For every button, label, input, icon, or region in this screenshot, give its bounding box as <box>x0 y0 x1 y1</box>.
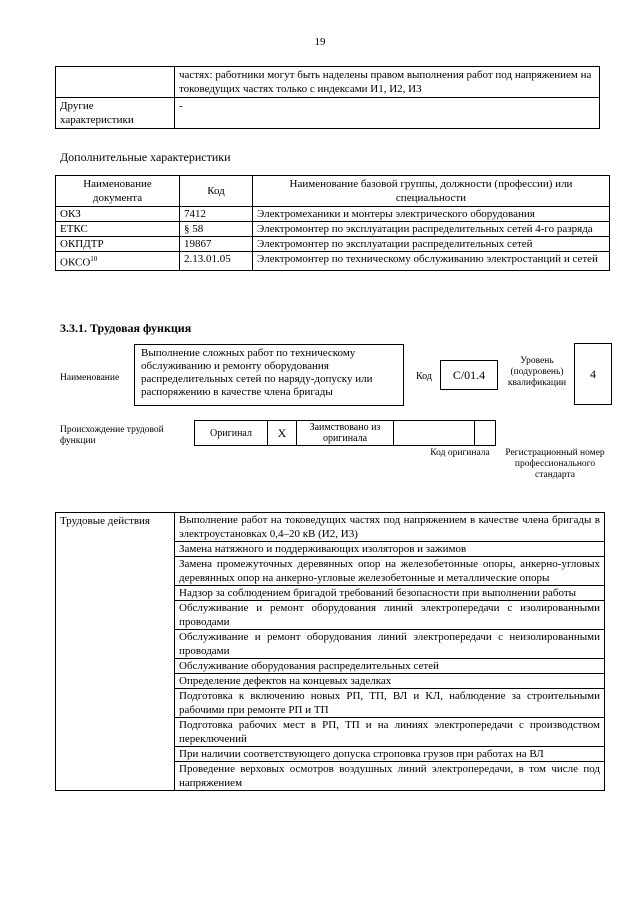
name-cell: Электромонтер по эксплуатации распределительных сетей <box>253 237 610 252</box>
header-group-name: Наименование базовой группы, должности (профессии) или специальности <box>253 176 610 207</box>
labor-action-item: Обслуживание оборудования распределительных сетей <box>175 659 605 674</box>
labor-actions-label: Трудовые действия <box>56 513 175 791</box>
labor-action-item: При наличии соответствующего допуска строповка грузов при работах на ВЛ <box>175 747 605 762</box>
empty-cell <box>56 67 175 98</box>
labor-action-item: Надзор за соблюдением бригадой требований безопасности при выполнении работы <box>175 586 605 601</box>
labor-action-item: Подготовка рабочих мест в РП, ТП и на линиях электропередачи с производством переключений <box>175 718 605 747</box>
table-header-row <box>56 176 610 207</box>
code-cell: § 58 <box>180 222 253 237</box>
name-cell: Электромонтер по техническому обслуживанию электростанций и сетей <box>253 252 610 271</box>
page-number: 19 <box>314 36 326 48</box>
table-row <box>56 67 600 98</box>
original-mark: X <box>268 421 297 446</box>
table-row <box>56 98 600 129</box>
labor-action-item: Обслуживание и ремонт оборудования линий электропередачи с неизолированными проводами <box>175 630 605 659</box>
function-heading: 3.3.1. Трудовая функция <box>60 321 192 335</box>
doc-cell: ОКСО$^{10}$ <box>56 252 180 271</box>
registration-number-caption: Регистрационный номер профессионального стандарта <box>505 448 605 480</box>
header-code: Код <box>180 176 253 207</box>
labor-action-item: Обслуживание и ремонт оборудования линий электропередачи с изолированными проводами <box>175 601 605 630</box>
restriction-text: частях: работники могут быть наделены правом выполнения работ под напряжением на токоведущих частях только с индексами И1, И2, И3 <box>175 67 600 98</box>
original-label: Оригинал <box>195 421 268 446</box>
origin-label: Происхождение трудовой функции <box>60 425 164 446</box>
origin-code-caption: Код оригинала <box>430 448 490 458</box>
additional-characteristics-table <box>55 175 610 271</box>
qualification-level-box: 4 <box>574 343 612 405</box>
table-row <box>56 513 605 542</box>
origin-table <box>194 420 496 446</box>
other-characteristics-label: Другие характеристики <box>56 98 175 129</box>
code-cell: 2.13.01.05 <box>180 252 253 271</box>
table-row <box>56 207 610 222</box>
qualification-level-label: Уровень (подуровень) квалификации <box>507 356 567 388</box>
additional-characteristics-title: Дополнительные характеристики <box>60 150 231 164</box>
table-row <box>56 222 610 237</box>
labor-action-item: Подготовка к включению новых РП, ТП, ВЛ и КЛ, наблюдение за строительными рабочими при ремонте РП и ТП <box>175 689 605 718</box>
function-code-box: С/01.4 <box>440 360 498 390</box>
doc-cell: ОКПДТР <box>56 237 180 252</box>
code-cell: 7412 <box>180 207 253 222</box>
borrowed-label: Заимствовано из оригинала <box>297 421 394 446</box>
code-cell: 19867 <box>180 237 253 252</box>
labor-action-item: Проведение верховых осмотров воздушных линий электропередачи, в том числе под напряжением <box>175 762 605 791</box>
function-name-label: Наименование <box>60 373 120 383</box>
function-name-box: Выполнение сложных работ по техническому обслуживанию и ремонту оборудования распределительных сетей по наряду-допуску или распоряжению в качестве члена бригады <box>134 344 404 406</box>
table-row <box>56 252 610 271</box>
footnote-mark: 10 <box>90 255 98 263</box>
function-code-label: Код <box>416 371 432 382</box>
labor-action-item: Замена промежуточных деревянных опор на железобетонные опоры, анкерно-угловых деревянных опор на анкерно-угловые железобетонные и металлические опоры <box>175 557 605 586</box>
header-document: Наименование документа <box>56 176 180 207</box>
doc-cell: ОКЗ <box>56 207 180 222</box>
doc-cell: ЕТКС <box>56 222 180 237</box>
labor-actions-table <box>55 512 605 791</box>
origin-code-cell <box>394 421 475 446</box>
labor-action-item: Выполнение работ на токоведущих частях под напряжением в качестве члена бригады в электроустановках 0,4–20 кВ (И2, И3) <box>175 513 605 542</box>
qualification-continuation-table <box>55 66 600 129</box>
labor-action-item: Определение дефектов на концевых заделках <box>175 674 605 689</box>
name-cell: Электромонтер по эксплуатации распределительных сетей 4-го разряда <box>253 222 610 237</box>
name-cell: Электромеханики и монтеры электрического оборудования <box>253 207 610 222</box>
origin-reg-cell <box>475 421 496 446</box>
other-characteristics-value: - <box>175 98 600 129</box>
labor-action-item: Замена натяжного и поддерживающих изоляторов и зажимов <box>175 542 605 557</box>
table-row <box>195 421 496 446</box>
table-row <box>56 237 610 252</box>
